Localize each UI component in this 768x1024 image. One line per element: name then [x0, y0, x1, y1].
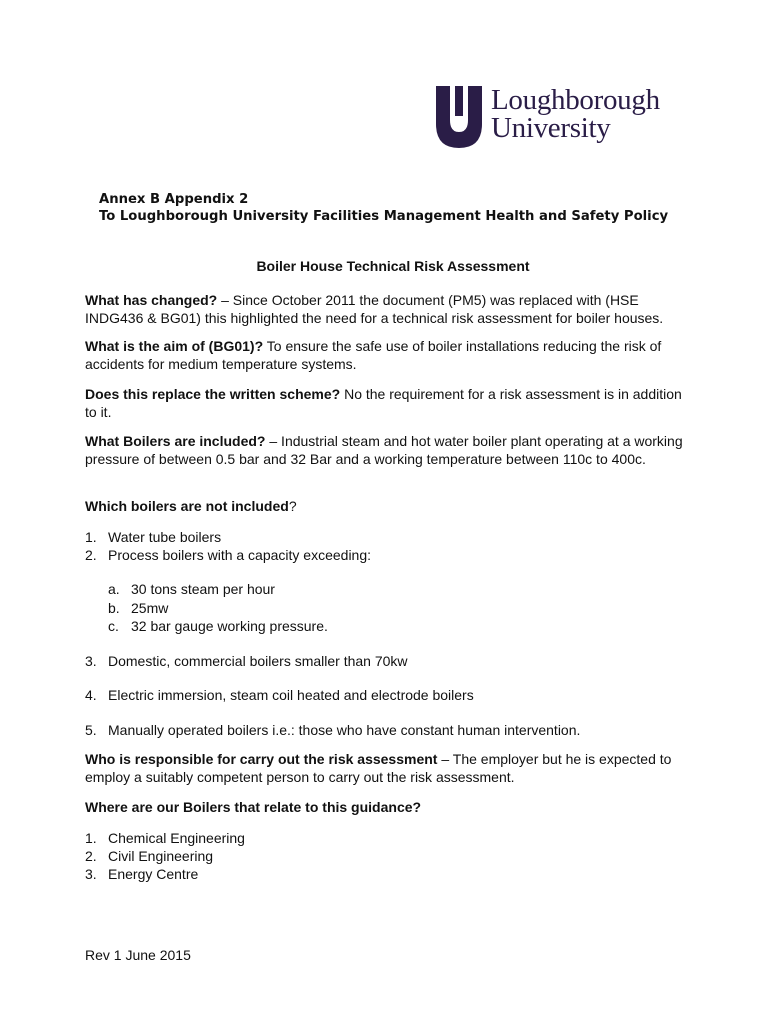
list-item: 2. Process boilers with a capacity exceeding: [85, 547, 372, 563]
question-what-changed: What has changed? [85, 292, 218, 308]
annex-line1: Annex B Appendix 2 [99, 192, 249, 207]
answer-what-changed: – Since October 2011 the document (PM5) was replaced with (HSE INDG436 & BG01) this highlighted the need for a technical risk assessment for boiler houses. [85, 292, 664, 326]
list-item: 4. Electric immersion, steam coil heated and electrode boilers [85, 687, 474, 703]
list-item: 1. Water tube boilers [85, 529, 222, 545]
capacity-sublist [108, 580, 328, 636]
university-crest-icon [436, 86, 482, 148]
document-title: Boiler House Technical Risk Assessment [256, 258, 530, 274]
logo-wordmark-line1: Loughborough [491, 84, 660, 116]
logo-wordmark-line2: University [491, 112, 611, 144]
list-item: 5. Manually operated boilers i.e.: those who have constant human intervention. [85, 722, 581, 738]
answer-responsible: – The employer but he is expected to employ a suitably competent person to carry out the risk assessment. [85, 751, 672, 785]
list-item: 2. Civil Engineering [85, 848, 214, 864]
question-responsible: Who is responsible for carry out the risk assessment [85, 751, 438, 767]
section-replace [85, 386, 690, 421]
section-included [85, 433, 690, 468]
question-where: Where are our Boilers that relate to this guidance? [85, 799, 422, 815]
answer-aim: To ensure the safe use of boiler installations reducing the risk of accidents for medium temperature systems. [85, 338, 662, 372]
annex-header [99, 191, 739, 225]
question-replace: Does this replace the written scheme? [85, 386, 341, 402]
university-logo [436, 86, 686, 152]
question-mark: ? [288, 498, 297, 514]
section-aim [85, 338, 690, 373]
list-item: a. 30 tons steam per hour [108, 581, 275, 597]
section-not-included [85, 498, 690, 516]
list-item: 3. Energy Centre [85, 866, 199, 882]
question-not-included: Which boilers are not included [85, 498, 289, 514]
answer-replace: No the requirement for a risk assessment is in addition to it. [85, 386, 682, 420]
question-aim: What is the aim of (BG01)? [85, 338, 264, 354]
not-included-list [85, 528, 371, 564]
answer-included: – Industrial steam and hot water boiler plant operating at a working pressure of between 0.5 bar and 32 Bar and a working temperature between 110c to 400c. [85, 433, 683, 467]
question-included: What Boilers are included? [85, 433, 266, 449]
section-responsible [85, 751, 685, 786]
list-item: 1. Chemical Engineering [85, 830, 245, 846]
section-where [85, 799, 690, 817]
annex-line2: To Loughborough University Facilities Management Health and Safety Policy [99, 209, 669, 224]
section-what-changed [85, 292, 690, 327]
locations-list [85, 829, 245, 883]
list-item: c. 32 bar gauge working pressure. [108, 618, 328, 634]
list-item: 3. Domestic, commercial boilers smaller than 70kw [85, 653, 408, 669]
revision-footer: Rev 1 June 2015 [85, 947, 191, 963]
list-item: b. 25mw [108, 599, 169, 616]
